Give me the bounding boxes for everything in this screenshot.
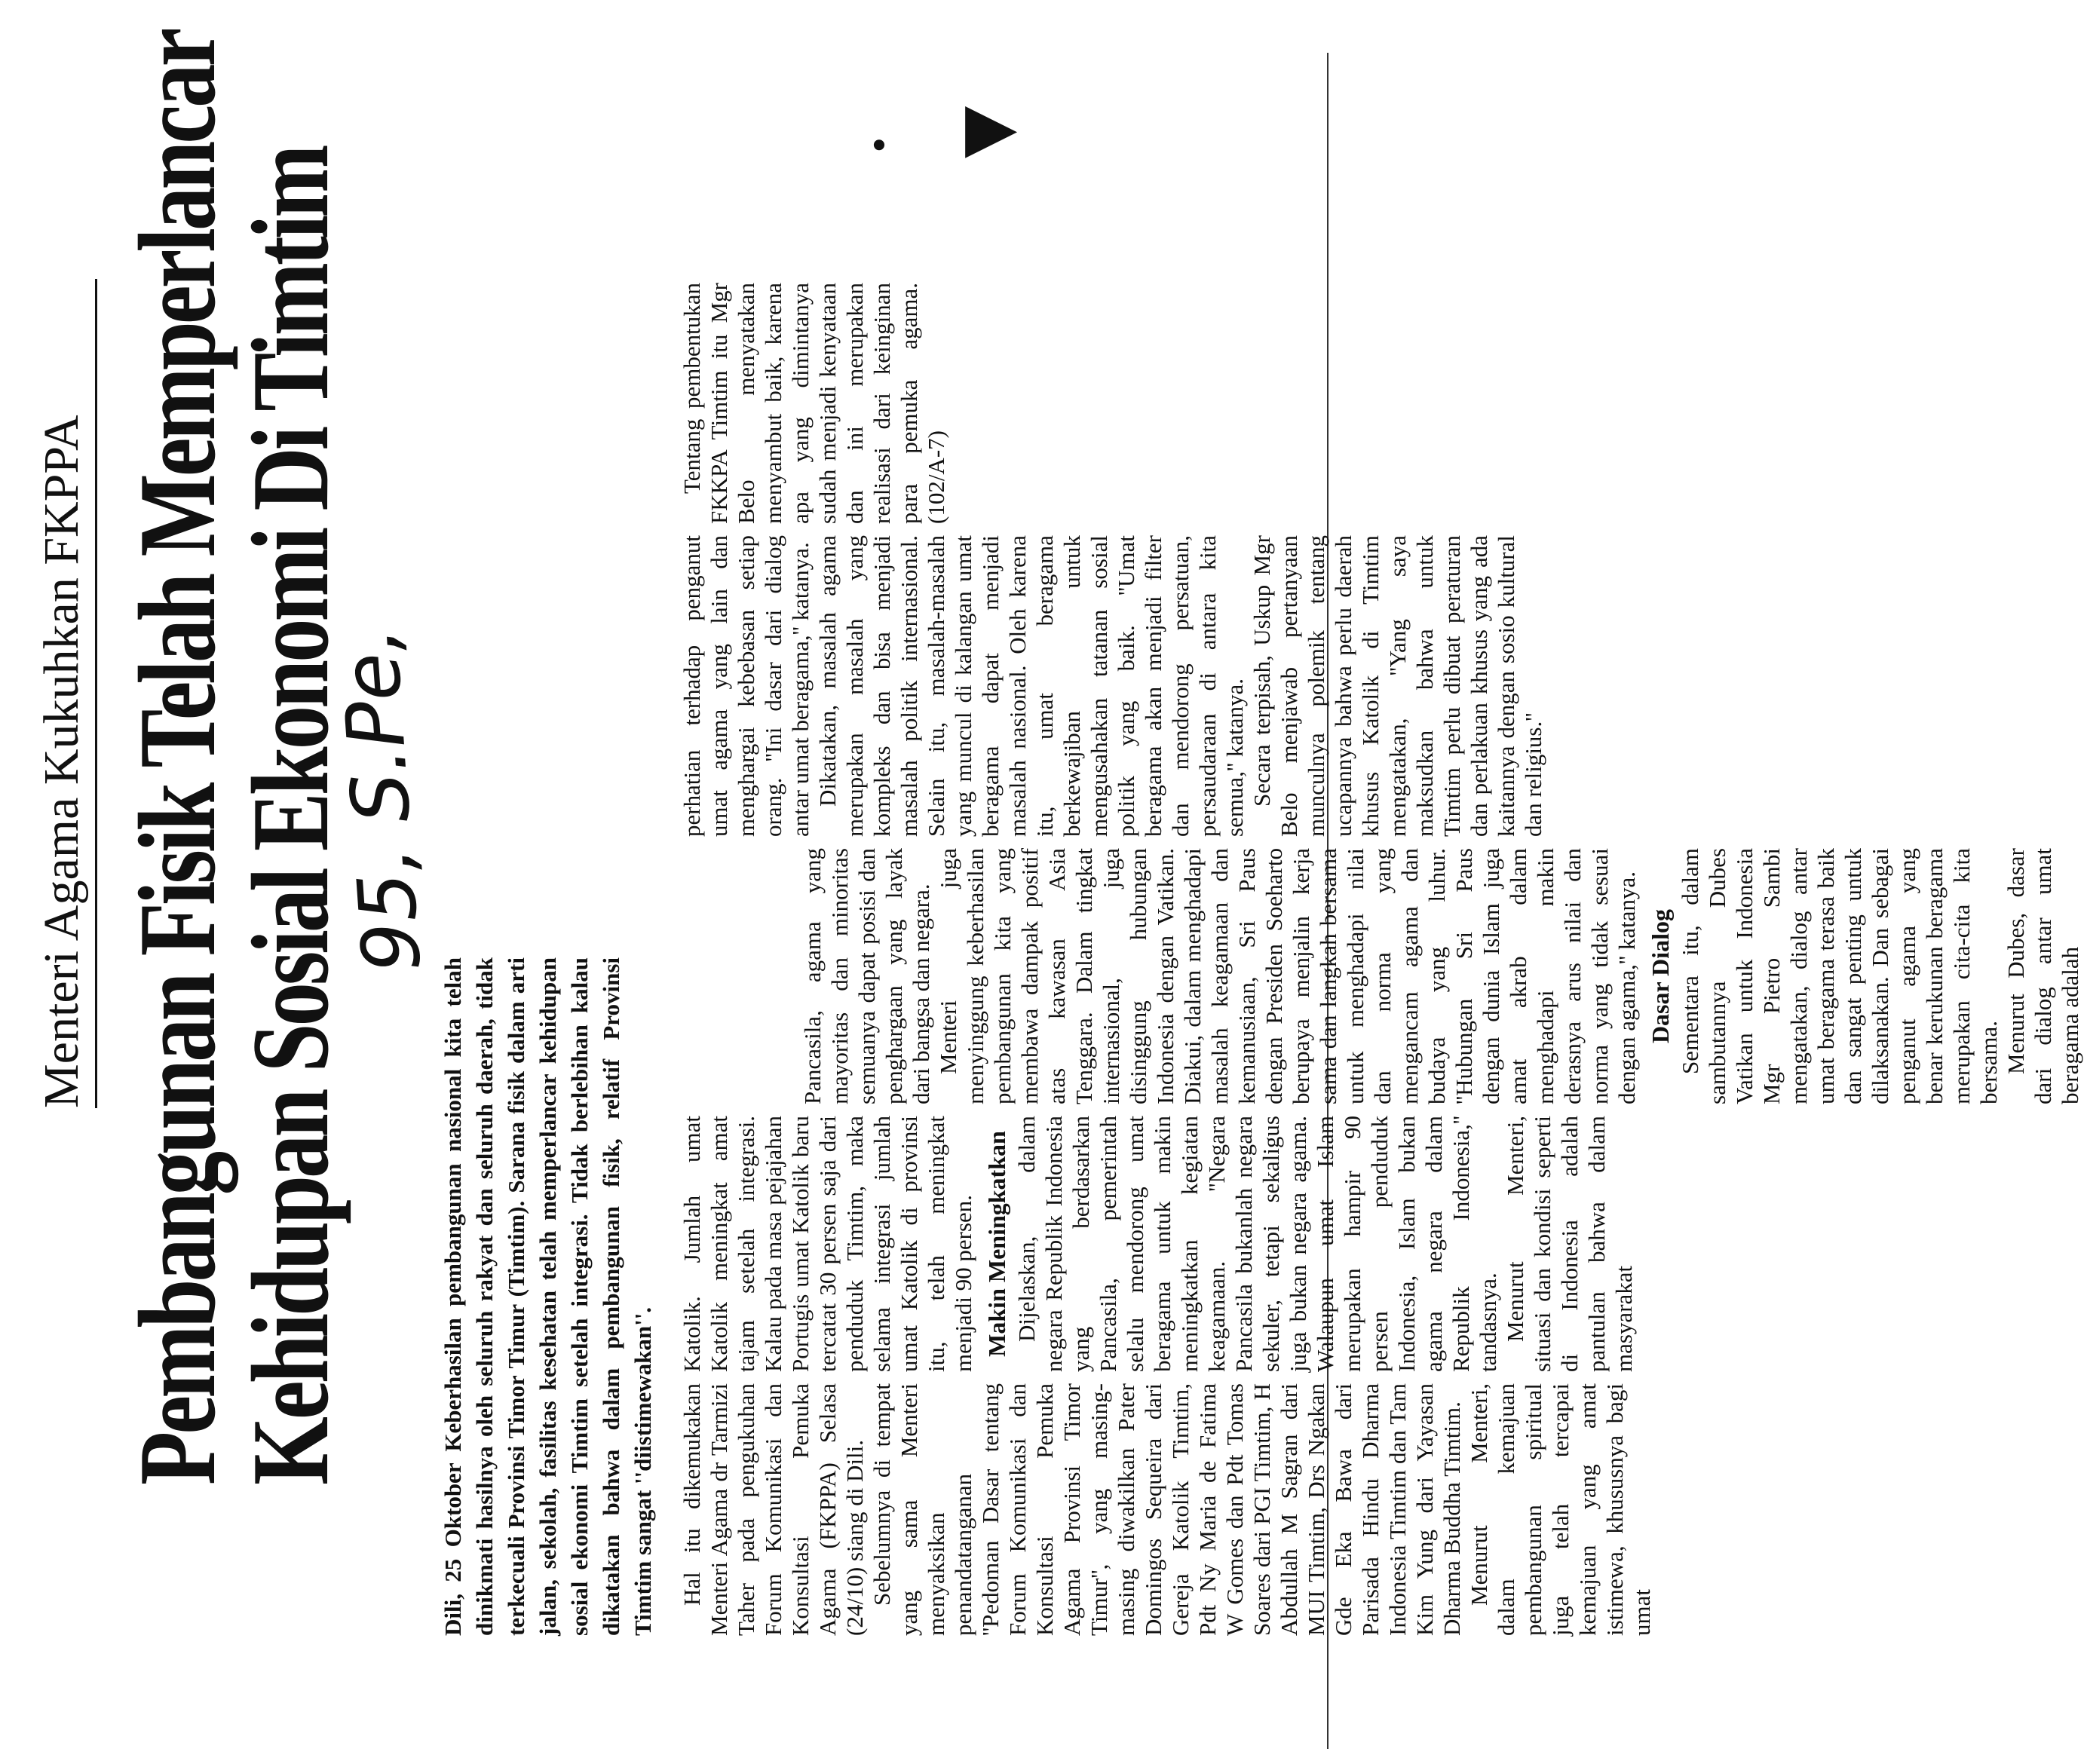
paragraph: Sementara itu, dalam sambutannya Dubes Vatikan untuk Indonesia Mgr Pietro Sambi mengatakan, dialog antar umat beragama terasa baik dan sangat penting untuk dilaksanakan. Dan sebagai penganut agama yang benar kerukunan beragama merupakan cita-cita kita bersama. [1677, 848, 2002, 1104]
paragraph: Tentang pembentukan FKKPA Timtim itu Mgr Belo menyatakan menyambut baik, karena apa yang dimintanya sudah menjadi kenyataan dan ini merupakan realisasi dari keinginan para pemuka agama.(102/A-7) [679, 283, 949, 524]
dateline: Dili, 25 Oktober [440, 1462, 466, 1636]
paragraph: Dikatakan, masalah agama merupakan masalah yang kompleks dan bisa menjadi masalah politik internasional. Selain itu, masalah-masalah yang muncul di kalangan umat beragama dapat menjadi masalah nasional. Oleh karena itu, umat beragama berkewajiban untuk mengusahakan tatanan sosial politik yang baik. ''Umat beragama akan menjadi filter dan mendorong persatuan, persaudaraan di antara kita semua,'' katanya. [814, 535, 1248, 837]
lead-paragraph [437, 957, 659, 1636]
subhead-makin-meningkatkan: Makin Meningkatkan [983, 1131, 1010, 1357]
paragraph: Menurut Menteri, situasi dan kondisi seperti di Indonesia adalah pantulan bahwa dalam masyarakat [1502, 1116, 1637, 1372]
paragraph: Katolik. Jumlah umat Katolik meningkat amat tajam setelah integrasi. Kalau pada masa pejajahan Portugis umat Katolik baru tercatat 30 persen saja dari penduduk Timtim, maka selama integrasi jumlah umat Katolik di provinsi itu, telah meningkat menjadi 90 persen. [679, 1116, 976, 1372]
paragraph: Dijelaskan, dalam negara Republik Indonesia yang berdasarkan Pancasila, pemerintah selalu mendorong umat beragama untuk makin meningkatkan kegiatan keagamaan. ''Negara Pancasila bukanlah negara sekuler, tetapi sekaligus juga bukan negara agama. Walaupun umat Islam merupakan hampir 90 persen penduduk Indonesia, Islam bukan agama negara dalam Republik Indonesia,'' tandasnya. [1013, 1116, 1501, 1372]
headline [116, 30, 351, 1485]
subhead-dasar-dialog: Dasar Dialog [1647, 908, 1674, 1044]
newspaper-clipping [30, 30, 2083, 1749]
handwritten-date-note: 95, S.Pe, [323, 625, 439, 975]
headline-line-1: Pembangunan Fisik Telah Memperlancar [116, 30, 238, 1485]
paragraph: Sebelumnya di tempat yang sama Menteri menyaksikan penandatanganan ''Pedoman Dasar tentang Forum Komunikasi dan Konsultasi Pemuka Agama Provinsi Timor Timur'', yang masing-masing diwakilkan Pater Domingos Sequeira dari Gereja Katolik Timtim, Pdt Ny Maria de Fatima W Gomes dan Pdt Tomas Soares dari PGI Timtim, H Abdullah M Sagran dari MUI Timtim, Drs Ngakan Gde Eka Bawa dari Parisada Hindu Dharma Indonesia Timtim dan Tam Kim Yung dari Yayasan Dharma Buddha Timtim. [869, 1383, 1465, 1636]
paragraph: perhatian terhadap penganut umat agama yang lain dan menghargai kebebasan setiap orang. ''Ini dasar dari dialog antar umat beragama,'' katanya. [679, 535, 814, 837]
body-column-5 [679, 283, 950, 524]
paragraph: Hal itu dikemukakan Menteri Agama dr Tarmizi Taher pada pengukuhan Forum Komunikasi dan Konsultasi Pemuka Agama (FKPPA) Selasa (24/10) siang di Dili. [679, 1383, 868, 1636]
paragraph: Menurut Menteri, dalam kemajuan pembangunan spiritual juga telah tercapai kemajuan yang amat istimewa, khususnya bagi umat [1466, 1383, 1655, 1636]
ink-mark: ▼ [946, 106, 1025, 158]
kicker: Menteri Agama Kukuhkan FKPPA [30, 279, 97, 1108]
paragraph: Pancasila, agama yang mayoritas dan minoritas semuanya dapat posisi dan penghargaan yang layak dari bangsa dan negara. [799, 848, 934, 1104]
ink-dot: • [863, 135, 898, 155]
paragraph: Secara terpisah, Uskup Mgr Belo menjawab pertanyaan munculnya polemik tentang ucapannya bahwa perlu daerah khusus Katolik di Timtim mengatakan, ''Yang saya maksudkan bahwa untuk Timtim perlu dibuat peraturan dan perlakuan khusus yang ada kaitannya dengan sosio kultural dan religius.'' [1249, 535, 1546, 837]
body-column-3 [799, 848, 2084, 1104]
paragraph: Menurut Dubes, dasar dari dialog antar umat beragama adalah [2003, 848, 2083, 1104]
body-column-1 [679, 1383, 1655, 1636]
lead-text: Keberhasilan pembangunan nasional kita telah dinikmati hasilnya oleh seluruh rakyat dan seluruh daerah, tidak terkecuali Provinsi Timor Timur (Timtim). Sarana fisik dalam arti jalan, sekolah, fasilitas kesehatan telah memperlancar kehidupan sosial ekonomi Timtim setelah integrasi. Tidak berlebihan kalau dikatakan bahwa dalam pembangunan fisik, relatif Provinsi Timtim sangat ''diistimewakan''. [440, 957, 656, 1636]
paragraph: Menteri juga menyinggung keberhasilan pembangunan kita yang membawa dampak positif atas kawasan Asia Tenggara. Dalam tingkat internasional, juga disinggung hubungan Indonesia dengan Vatikan. Diakui, dalam menghadapi masalah keagamaan dan kemanusiaan, Sri Paus dengan Presiden Soeharto berupaya menjalin kerja sama dan langkah bersama untuk menghadapi nilai dan norma yang mengancam agama dan budaya yang luhur. ''Hubungan Sri Paus dengan dunia Islam juga amat akrab dalam menghadapi makin derasnya arus nilai dan norma yang tidak sesuai dengan agama,'' katanya. [935, 848, 1640, 1104]
body-column-4 [679, 535, 1547, 837]
headline-line-2: Kehidupan Sosial Ekonomi Di Timtim [229, 147, 351, 1485]
body-column-2 [679, 1116, 1638, 1372]
